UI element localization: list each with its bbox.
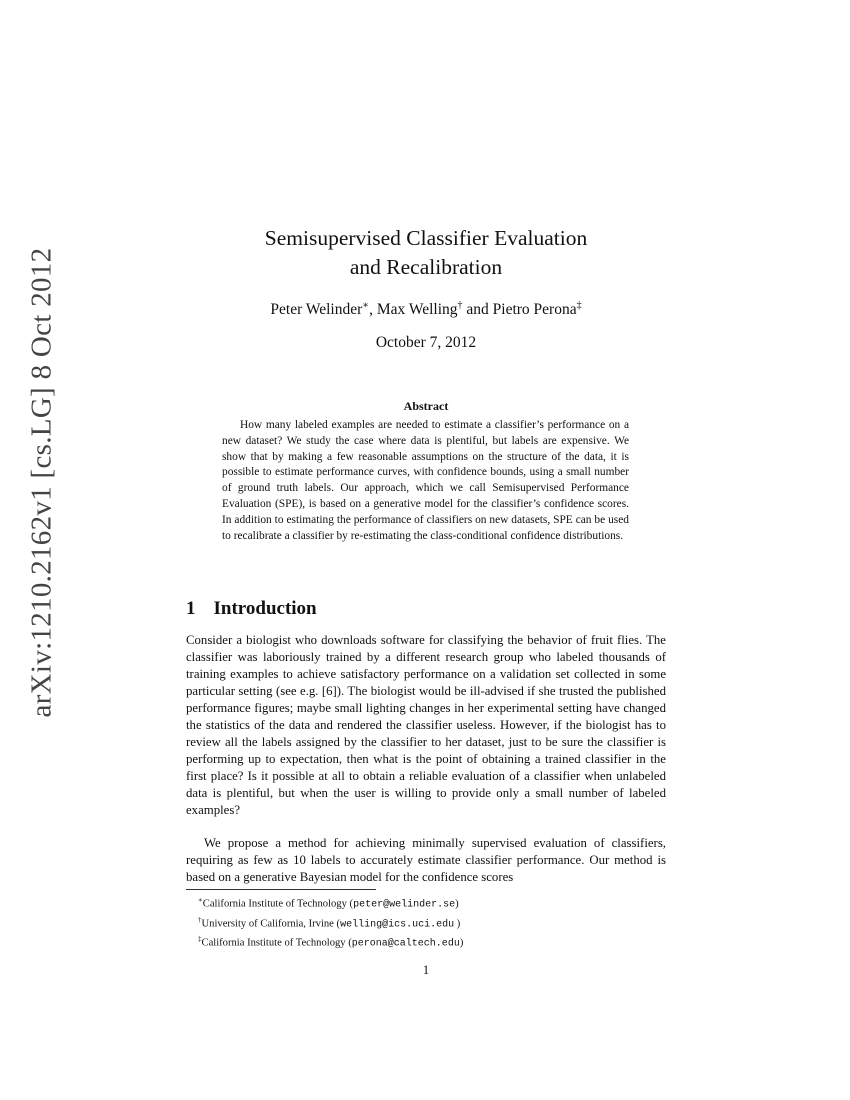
footnote-email[interactable]: perona@caltech.edu	[351, 938, 460, 950]
author-footnote-mark: †	[457, 300, 463, 311]
footnote-close: )	[455, 898, 459, 910]
author-name: Peter Welinder	[270, 301, 363, 319]
footnote	[198, 893, 463, 913]
author-footnote-mark: ‡	[576, 300, 582, 311]
paper-title	[186, 224, 666, 282]
page-number: 1	[422, 963, 430, 977]
footnote-close: )	[459, 937, 464, 949]
body-paragraph: We propose a method for achieving minimally supervised evaluation of classifiers, requiring as few as 10 labels to accurately estimate classifier performance. Our method is based on a generative Bayesian model for the confidence scores	[186, 836, 666, 884]
paper-title-line-1: Semisupervised Classifier Evaluation	[264, 226, 588, 250]
footnote-mark: ∗	[198, 896, 203, 904]
author-name: Max Welling	[376, 301, 458, 319]
arxiv-identifier-stamp	[20, 247, 64, 718]
body-paragraph: Consider a biologist who downloads software for classifying the behavior of fruit flies. The classifier was laboriously trained by a different research group who labeled thousands of training examples to achieve satisfactory performance on a validation set collected in some particular setting (see e.g. [6]). The biologist would be ill-advised if she trusted the published performance figures; maybe small lighting changes in her experimental setting have changed the statistics of the data and rendered the classifier useless. However, if the biologist has to review all the labels assigned by the classifier to her dataset, just to be sure the classifier is performing up to expectation, then what is the point of obtaining a trained classifier in the first place? Is it possible at all to obtain a reliable evaluation of a classifier when unlabeled data is plentiful, but when the user is willing to provide only a small number of labeled examples?	[186, 633, 666, 817]
footnote	[198, 932, 463, 952]
footnote-affiliation: California Institute of Technology (	[202, 898, 354, 910]
publication-date: October 7, 2012	[375, 334, 477, 351]
footnote-affiliation: California Institute of Technology (	[201, 937, 352, 949]
footnote-affiliation: University of California, Irvine (	[201, 918, 341, 930]
section-number: 1	[186, 598, 196, 619]
author-name: Pietro Perona	[492, 301, 577, 319]
footnote-list	[198, 893, 463, 952]
footnote-divider	[186, 889, 376, 890]
footnote-mark: ‡	[198, 935, 202, 944]
author-footnote-mark: ∗	[362, 300, 370, 311]
section-heading	[186, 598, 317, 620]
section-title: Introduction	[213, 598, 317, 619]
abstract-text: How many labeled examples are needed to estimate a classifier’s performance on a new dataset? We study the case where data is plentiful, but labels are expensive. We show that by making a few reasonable assumptions on the structure of the data, it is possible to estimate performance curves, with confidence bounds, using a small number of ground truth labels. Our approach, which we call Semisupervised Performance Evaluation (SPE), is based on a generative model for the classifier’s confidence scores. In addition to estimating the performance of classifiers on new datasets, SPE can be used to recalibrate a classifier by re-estimating the class-conditional confidence distributions.	[222, 419, 629, 542]
author-list	[186, 300, 666, 319]
footnote	[198, 913, 463, 933]
author-separator: ,	[369, 301, 377, 319]
footnote-email[interactable]: welling@ics.uci.edu	[340, 919, 455, 931]
abstract-heading: Abstract	[403, 399, 449, 413]
footnote-mark: †	[198, 915, 202, 924]
author-separator: and	[462, 301, 493, 319]
paper-title-line-2: and Recalibration	[349, 255, 503, 279]
arxiv-identifier-text: arXiv:1210.2162v1 [cs.LG] 8 Oct 2012	[25, 247, 58, 718]
footnote-email[interactable]: peter@welinder.se	[353, 899, 456, 911]
footnote-close: )	[454, 918, 461, 930]
